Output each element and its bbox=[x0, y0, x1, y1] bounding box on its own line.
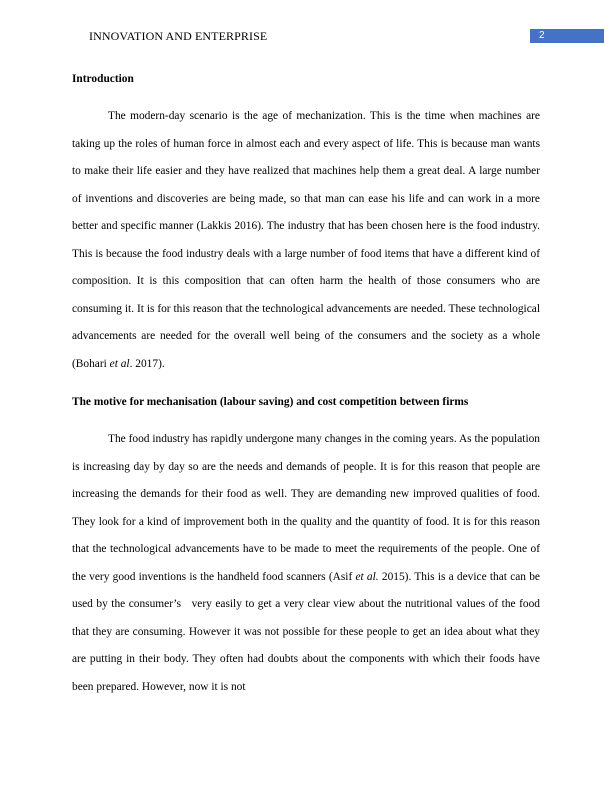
running-head: INNOVATION AND ENTERPRISE bbox=[89, 29, 268, 43]
paragraph-text: The food industry has rapidly undergone many changes in the coming years. As the population is increasing day by day so are the needs and demands of people. It is for this reason that people are increasing the demands for their food as well. They are demanding new improved qualities of food. They look for a kind of improvement both in the quality and the quantity of food. It is for this reason that the technological advancements have to be made to meet the requirements of the people. One of the very good inventions is the handheld food scanners (Asif bbox=[72, 433, 540, 583]
citation-italic: et al bbox=[109, 357, 130, 370]
paragraph-text: 2015). This is a device that can be used by the consumer’s very easily to get a very clear view about the nutritional values of the food that they are consuming. However it was not possible for these people to get an idea about what they are putting in their body. They often had doubts about the components with which their foods have been prepared. However, now it is not bbox=[72, 570, 540, 693]
page-number: 2 bbox=[539, 30, 545, 41]
citation-italic: et al. bbox=[355, 570, 379, 583]
introduction-paragraph bbox=[72, 103, 540, 378]
section-heading-introduction: Introduction bbox=[72, 73, 134, 85]
motive-paragraph bbox=[72, 426, 540, 701]
document-body bbox=[72, 66, 540, 712]
paragraph-text: The modern-day scenario is the age of mechanization. This is the time when machines are taking up the roles of human force in almost each and every aspect of life. This is because man wants to make their life easier and they have realized that machines help them a great deal. A large number of inventions and discoveries are being made, so that man can ease his life and can work in a more better and specific manner (Lakkis 2016). The industry that has been chosen here is the food industry. This is because the food industry deals with a large number of food items that have a different kind of composition. It is this composition that can often harm the health of those consumers who are consuming it. It is for this reason that the technological advancements are needed. These technological advancements are needed for the overall well being of the consumers and the society as a whole (Bohari bbox=[72, 110, 540, 370]
section-heading-motive: The motive for mechanisation (labour saving) and cost competition between firms bbox=[72, 396, 469, 408]
page-number-badge bbox=[530, 29, 604, 43]
paragraph-text: . 2017). bbox=[129, 357, 165, 370]
